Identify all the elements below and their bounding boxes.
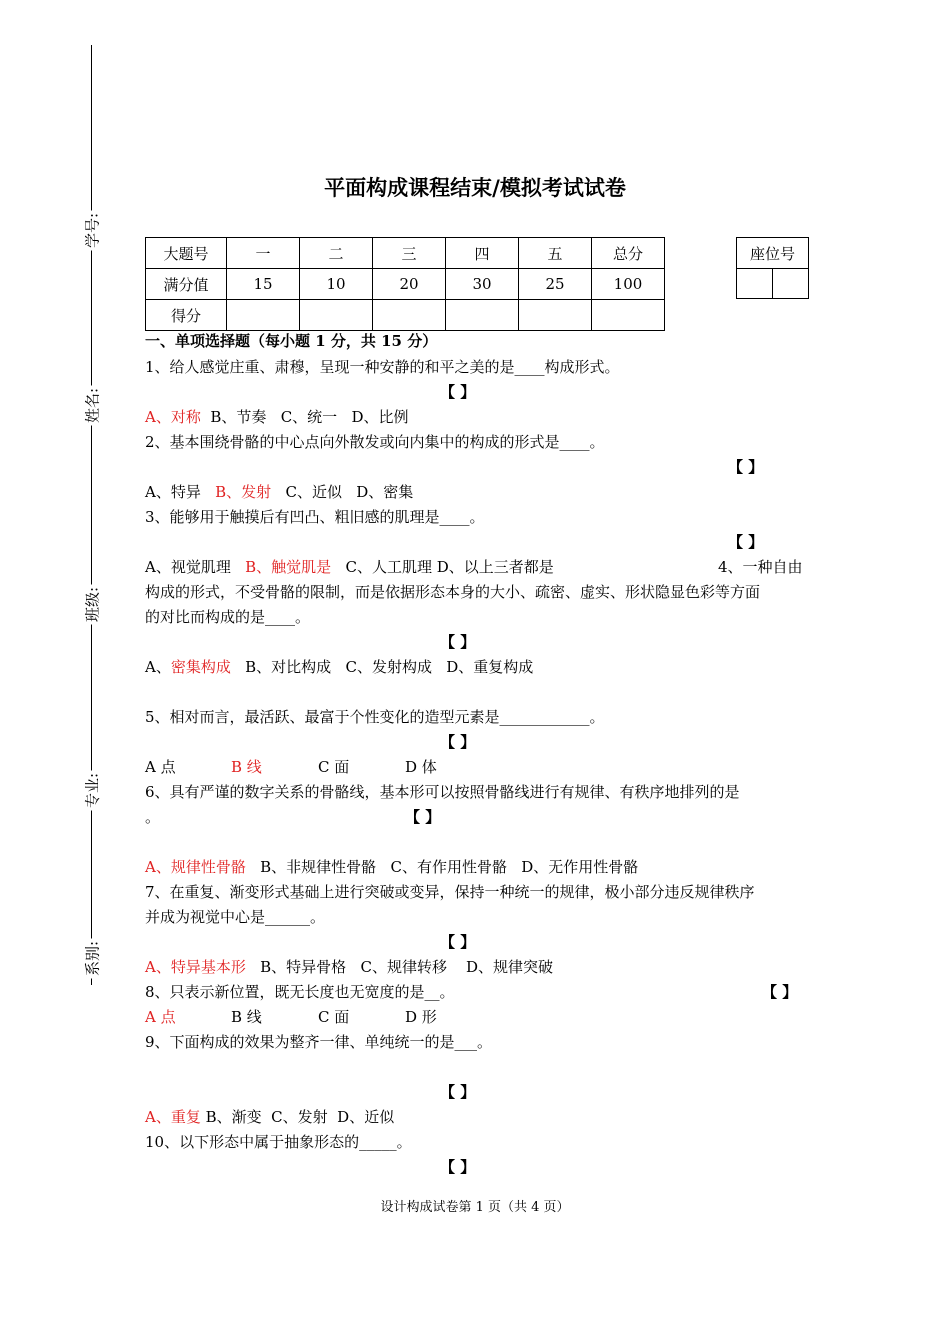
option-rest: C、人工肌理 D、以上三者都是 (331, 558, 554, 576)
cell: 得分 (146, 300, 227, 331)
option-answer: B、触觉肌是 (245, 558, 332, 576)
section-title: 一、单项选择题（每小题 1 分，共 15 分） (145, 332, 438, 350)
answer-bracket[interactable]: 【 】 (405, 808, 441, 826)
cell: 一 (227, 238, 300, 269)
answer-bracket[interactable]: 【 】 (440, 383, 476, 401)
answer-bracket[interactable]: 【 】 (440, 733, 476, 751)
option-rest: C、近似 D、密集 (271, 483, 414, 501)
score-row-header (146, 238, 665, 269)
option: A、 (145, 658, 171, 676)
cell: 15 (227, 269, 300, 300)
option: C 面 (318, 758, 350, 776)
score-input-cell[interactable] (592, 300, 665, 331)
cell: 10 (300, 269, 373, 300)
option: D 形 (405, 1008, 437, 1026)
answer-bracket[interactable]: 【 】 (728, 533, 764, 551)
answer-bracket[interactable]: 【 】 (728, 458, 764, 476)
question-6-line-1: 6、具有严谨的数字关系的骨骼线，基本形可以按照骨骼线进行有规律、有秩序地排列的是 (145, 783, 740, 801)
side-label-name: 姓名: (82, 386, 103, 426)
answer-bracket[interactable]: 【 】 (762, 983, 798, 1001)
question-2: 2、基本围绕骨骼的中心点向外散发或向内集中的构成的形式是____。 (145, 433, 605, 451)
score-input-cell[interactable] (519, 300, 592, 331)
option-answer: A 点 (145, 1008, 176, 1026)
score-input-cell[interactable] (227, 300, 300, 331)
score-table (145, 237, 665, 331)
score-input-cell[interactable] (300, 300, 373, 331)
option-answer: A、规律性骨骼 (145, 858, 246, 876)
cell: 二 (300, 238, 373, 269)
answer-bracket[interactable]: 【 】 (440, 633, 476, 651)
option-answer: 密集构成 (170, 658, 231, 676)
question-1-options (145, 407, 409, 427)
cell: 满分值 (146, 269, 227, 300)
option: A、视觉肌理 (145, 558, 246, 576)
question-7-line-1: 7、在重复、渐变形式基础上进行突破或变异，保持一种统一的规律，极小部分违反规律秩序 (145, 883, 755, 901)
question-4-line-3: 的对比而构成的是____。 (145, 608, 311, 626)
cell: 五 (519, 238, 592, 269)
option: A、特异 (145, 483, 216, 501)
cell: 30 (446, 269, 519, 300)
score-row-got (146, 300, 665, 331)
question-7-line-2: 并成为视觉中心是______。 (145, 908, 326, 926)
option-answer: A、对称 (145, 408, 201, 426)
option: C 面 (318, 1008, 350, 1026)
answer-bracket[interactable]: 【 】 (440, 1083, 476, 1101)
question-3-options (145, 557, 554, 577)
option-rest: B、节奏 C、统一 D、比例 (200, 408, 409, 426)
answer-bracket[interactable]: 【 】 (440, 1158, 476, 1176)
cell: 20 (373, 269, 446, 300)
cell: 100 (592, 269, 665, 300)
option-answer: A、特异基本形 (145, 958, 246, 976)
question-7-options (145, 957, 553, 977)
score-row-full (146, 269, 665, 300)
question-10: 10、以下形态中属于抽象形态的_____。 (145, 1133, 412, 1151)
question-9-options (145, 1107, 394, 1127)
page-title: 平面构成课程结束/模拟考试试卷 (324, 175, 626, 200)
option-answer: B 线 (231, 758, 262, 776)
question-6-options (145, 857, 638, 877)
page-footer: 设计构成试卷第 1 页（共 4 页） (380, 1200, 570, 1215)
option-rest: B、非规律性骨骼 C、有作用性骨骼 D、无作用性骨骼 (245, 858, 639, 876)
option-rest: B、渐变 C、发射 D、近似 (200, 1108, 395, 1126)
cell: 三 (373, 238, 446, 269)
seat-label: 座位号 (737, 238, 809, 269)
score-input-cell[interactable] (373, 300, 446, 331)
question-6-line-2: 。 (145, 808, 161, 826)
side-label-major: 专业: (82, 771, 103, 811)
question-8: 8、只表示新位置，既无长度也无宽度的是__。 (145, 983, 455, 1001)
seat-input-cell[interactable] (737, 269, 773, 299)
option-rest: B、特异骨格 C、规律转移 D、规律突破 (245, 958, 554, 976)
option: B 线 (231, 1008, 262, 1026)
seat-input-cell[interactable] (773, 269, 809, 299)
cell: 总分 (592, 238, 665, 269)
option: A 点 (145, 758, 176, 776)
question-4-options (145, 657, 533, 677)
question-3: 3、能够用于触摸后有凹凸、粗旧感的肌理是____。 (145, 508, 485, 526)
option-answer: B、发射 (215, 483, 272, 501)
seat-table (736, 237, 809, 299)
question-5: 5、相对而言，最活跃、最富于个性变化的造型元素是____________。 (145, 708, 605, 726)
question-1: 1、给人感觉庄重、肃穆，呈现一种安静的和平之美的是____构成形式。 (145, 358, 620, 376)
question-2-options (145, 482, 413, 502)
option-rest: B、对比构成 C、发射构成 D、重复构成 (230, 658, 534, 676)
cell: 25 (519, 269, 592, 300)
question-4-start: 4、一种自由 (718, 558, 803, 576)
score-input-cell[interactable] (446, 300, 519, 331)
answer-bracket[interactable]: 【 】 (440, 933, 476, 951)
side-label-class: 班级: (82, 585, 103, 625)
cell: 四 (446, 238, 519, 269)
option-answer: A、重复 (145, 1108, 201, 1126)
cell: 大题号 (146, 238, 227, 269)
question-9: 9、下面构成的效果为整齐一律、单纯统一的是___。 (145, 1033, 493, 1051)
side-label-student-id: 学号: (82, 211, 103, 251)
option: D 体 (405, 758, 437, 776)
side-label-department: 系别: (82, 939, 103, 979)
question-4-line-2: 构成的形式，不受骨骼的限制，而是依据形态本身的大小、疏密、虚实、形状隐显色彩等方面 (145, 583, 761, 601)
